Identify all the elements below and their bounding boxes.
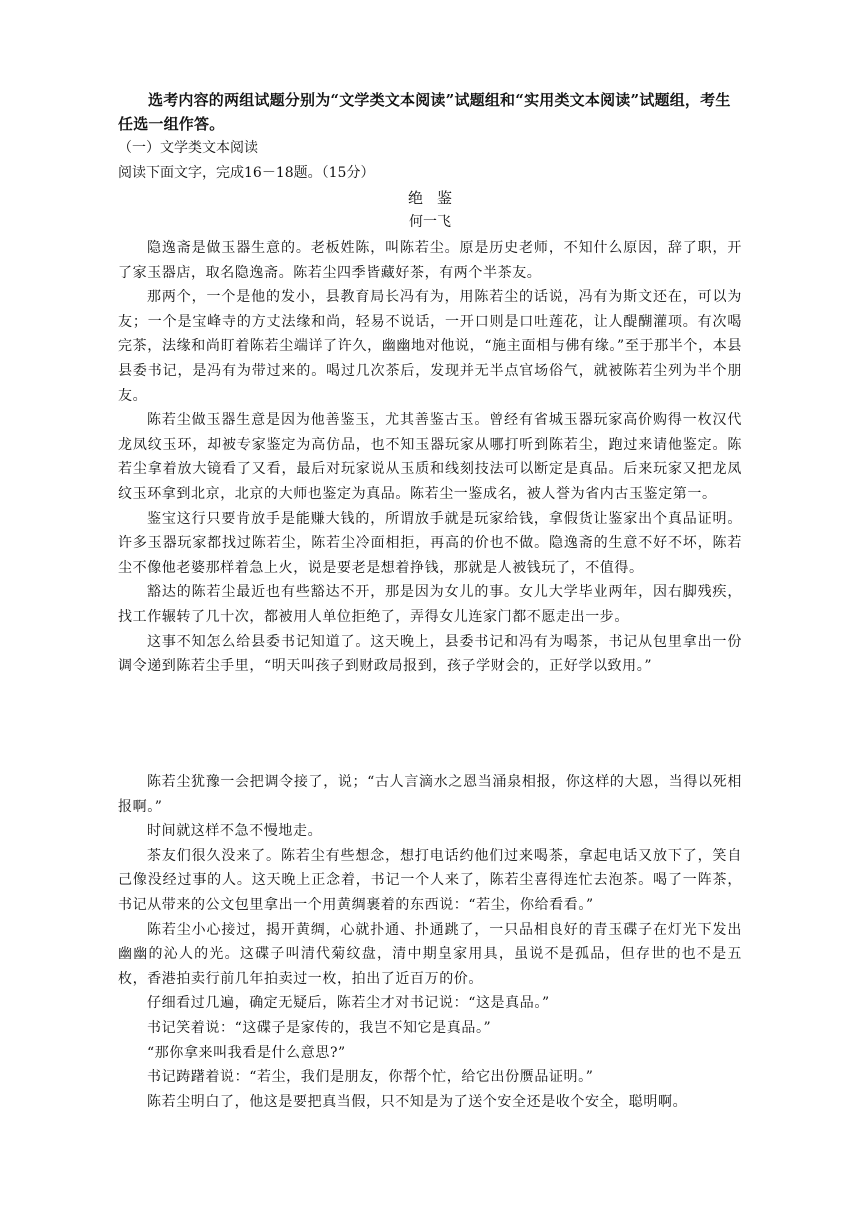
story-body-part2	[118, 770, 742, 1114]
paragraph: 陈若尘明白了，他这是要把真当假，只不知是为了送个安全还是收个安全，聪明啊。	[147, 1093, 688, 1110]
paragraph: 陈若尘小心接过，揭开黄绸，心就扑通、扑通跳了，一只品相良好的青玉碟子在灯光下发出幽幽的沁人的光。这碟子叫清代菊纹盘，清中期皇家用具，虽说不是孤品，但存世的也不是五枚，香港拍卖行前几年拍卖过一枚，拍出了近百万的价。	[118, 921, 742, 987]
paragraph: 那两个，一个是他的发小，县教育局长冯有为，用陈若尘的话说，冯有为斯文还在，可以为友；一个是宝峰寺的方丈法缘和尚，轻易不说话，一开口则是口吐莲花，让人醍醐灌项。有次喝完茶，法缘和尚盯着陈若尘端详了许久，幽幽地对他说，“施主面相与佛有缘。”至于那半个，本县县委书记，是冯有为带过来的。喝过几次茶后，发现并无半点官场俗气，就被陈若尘列为半个朋友。	[118, 289, 742, 404]
exam-instructions: 选考内容的两组试题分别为“文学类文本阅读”试题组和“实用类文本阅读”试题组，考生任选一组作答。	[118, 91, 731, 133]
paragraph: 书记踌躇着说：“若尘，我们是朋友，你帮个忙，给它出份赝品证明。”	[147, 1069, 594, 1086]
paragraph: 豁达的陈若尘最近也有些豁达不开，那是因为女儿的事。女儿大学毕业两年，因右脚残疾，找工作辗转了几十次，都被用人单位拒绝了，弄得女儿连家门都不愿走出一步。	[118, 584, 742, 625]
section-label: （一）文学类文本阅读	[118, 140, 258, 156]
paragraph: 茶友们很久没来了。陈若尘有些想念，想打电话约他们过来喝茶，拿起电话又放下了，笑自己像没经过事的人。这天晚上正念着，书记一个人来了，陈若尘喜得连忙去泡茶。喝了一阵茶，书记从带来的公文包里拿出一个用黄绸裹着的东西说：“若尘，你给看看。”	[118, 847, 742, 913]
story-title: 绝鉴	[407, 189, 466, 207]
paragraph: 时间就这样不急不慢地走。	[147, 823, 323, 840]
paragraph: 陈若尘犹豫一会把调令接了，说；“古人言滴水之恩当涌泉相报，你这样的大恩，当得以死相报啊。”	[118, 774, 742, 815]
paragraph: 隐逸斋是做玉器生意的。老板姓陈，叫陈若尘。原是历史老师，不知什么原因，辞了职，开了家玉器店，取名隐逸斋。陈若尘四季皆藏好茶，有两个半茶友。	[118, 240, 742, 281]
paragraph: 仔细看过几遍，确定无疑后，陈若尘才对书记说：“这是真品。”	[147, 995, 550, 1012]
story-author: 何一飞	[409, 214, 451, 230]
question-instruction: 阅读下面文字，完成16－18题。（15分）	[118, 165, 375, 181]
paragraph: 这事不知怎么给县委书记知道了。这天晚上，县委书记和冯有为喝茶，书记从包里拿出一份调令递到陈若尘手里，“明天叫孩子到财政局报到，孩子学财会的，正好学以致用。”	[118, 633, 742, 675]
paragraph: 鉴宝这行只要肯放手是能赚大钱的，所谓放手就是玩家给钱，拿假货让鉴家出个真品证明。许多玉器玩家都找过陈若尘，陈若尘冷面相拒，再高的价也不做。隐逸斋的生意不好不坏，陈若尘不像他老婆那样着急上火，说是要老是想着挣钱，那就是人被钱玩了，不值得。	[118, 510, 742, 576]
paragraph: 书记笑着说：“这碟子是家传的，我岂不知它是真品。”	[147, 1019, 492, 1036]
paragraph: “那你拿来叫我看是什么意思?”	[147, 1044, 346, 1061]
story-body-part1	[118, 236, 742, 679]
paragraph: 陈若尘做玉器生意是因为他善鉴玉，尤其善鉴古玉。曾经有省城玉器玩家高价购得一枚汉代龙凤纹玉环，却被专家鉴定为高仿品，也不知玉器玩家从哪打听到陈若尘，跑过来请他鉴定。陈若尘拿着放大镜看了又看，最后对玩家说从玉质和线刻技法可以断定是真品。后来玩家又把龙凤纹玉环拿到北京，北京的大师也鉴定为真品。陈若尘一鉴成名，被人誉为省内古玉鉴定第一。	[118, 412, 742, 502]
